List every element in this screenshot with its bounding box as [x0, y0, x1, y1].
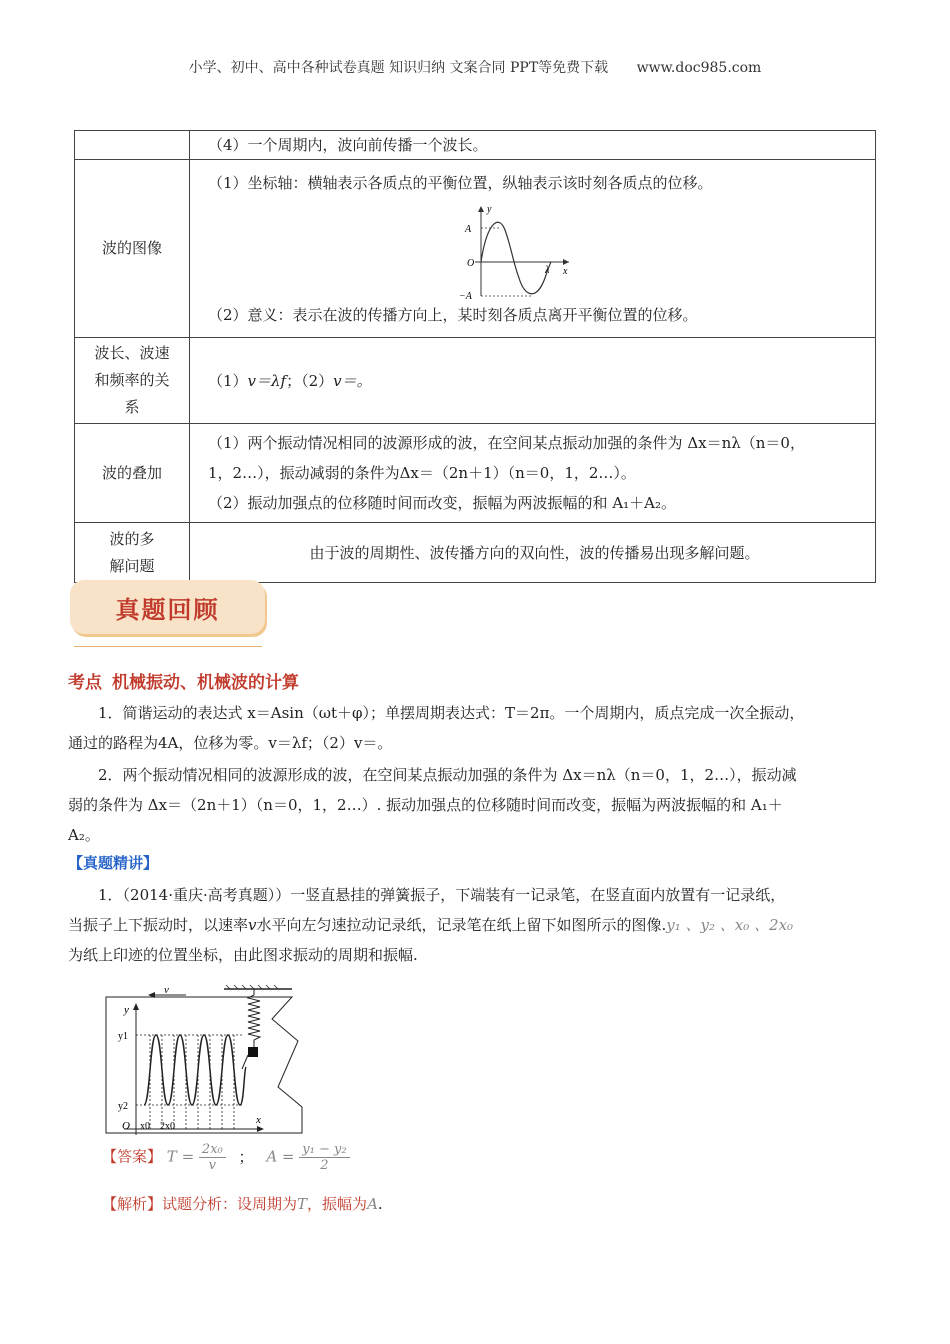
point-2-line-1: 2．两个振动情况相同的波源形成的波，在空间某点振动加强的条件为 Δx＝nλ（n＝0，1，2…），振动减: [98, 766, 797, 784]
answer-a-lhs: A =: [266, 1147, 295, 1166]
knowledge-table: [74, 130, 876, 583]
page-header: [0, 57, 950, 77]
section-heading: [68, 668, 299, 693]
wave-curve: [481, 222, 551, 293]
graph-a-pos: A: [464, 223, 471, 235]
table-row: [75, 160, 876, 338]
fig-x-label: x: [256, 1114, 261, 1126]
answer-tag: 【答案】: [102, 1147, 163, 1166]
section-title: 机械振动、机械波的计算: [112, 673, 299, 693]
answer-a-fraction: $\frac{\text{y₁ − y₂}}{2}$: [299, 1142, 349, 1173]
trace-curve: [144, 1035, 246, 1105]
analysis-a: A: [367, 1195, 378, 1213]
point-1-line-1: 1．简谐运动的表达式 x＝Asin（ωt＋φ）；单摆周期表达式：T＝2π。一个周期内，质点完成一次全振动，: [98, 704, 805, 722]
header-url[interactable]: www.doc985.com: [636, 60, 762, 76]
question-line-2: 当振子上下振动时，以速率v水平向左匀速拉动记录纸，记录笔在纸上留下如图所示的图像.y₁ 、y₂ 、x₀ 、2x₀: [68, 916, 794, 934]
row-label: 波的图像: [75, 160, 190, 338]
point-2-line-2: 弱的条件为 Δx＝（2n＋1）（n＝0，1，2…）. 振动加强点的位移随时间而改变，振幅为两波振幅的和 A₁＋: [68, 796, 783, 814]
relation-text-1: （1）: [208, 371, 248, 390]
row-label: 波的叠加: [75, 424, 190, 523]
answer-t-lhs: T =: [166, 1147, 195, 1166]
relation-label-2: 和频率的关: [94, 371, 170, 389]
question: [68, 880, 884, 970]
graph-lambda: λ: [544, 264, 549, 276]
coordinate-symbols: y₁ 、y₂ 、x₀ 、2x₀: [666, 916, 794, 934]
multi-text: 由于波的周期性、波传播方向的双向性，波的传播易出现多解问题。: [190, 523, 876, 583]
fig-2x0-label: 2x0: [160, 1121, 175, 1132]
recorder-figure: [102, 983, 312, 1138]
subheading-zhenti: 【真题精讲】: [68, 854, 159, 872]
fig-x0-label: x0: [140, 1121, 150, 1132]
question-line-1: 1．（2014·重庆·高考真题））一竖直悬挂的弹簧振子，下端装有一记录笔，在竖直面内放置有一记录纸，: [98, 886, 786, 904]
answer-line: [102, 1142, 350, 1173]
table-row: [75, 338, 876, 424]
analysis-t: T: [297, 1195, 308, 1213]
multi-label-1: 波的多: [109, 529, 155, 548]
fig-y-label: y: [124, 1004, 129, 1016]
table-row: [75, 523, 876, 583]
answer-t-fraction: $\frac{\text{2x₀}}{v}$: [199, 1142, 226, 1173]
superpose-line-3: （2）振动加强点的位移随时间而改变，振幅为两波振幅的和 A₁＋A₂。: [208, 494, 677, 512]
relation-text-3: ；（2）: [286, 371, 334, 390]
kaodian-label: 考点: [68, 673, 102, 693]
image-line-1: （1）坐标轴：横轴表示各质点的平衡位置，纵轴表示该时刻各质点的位移。: [208, 173, 713, 192]
section-banner: [70, 580, 265, 634]
point-1-line-2: 通过的路程为4A，位移为零。v＝λf；（2）v＝。: [68, 734, 393, 752]
graph-a-neg: −A: [458, 290, 472, 300]
table-row: [75, 131, 876, 160]
relation-label-1: 波长、波速: [94, 344, 170, 362]
fig-v-label: v: [164, 984, 169, 996]
multi-label-2: 解问题: [109, 556, 155, 575]
answer-separator: ；: [238, 1147, 254, 1166]
fig-origin-label: O: [122, 1120, 130, 1132]
point-1: [68, 698, 884, 758]
graph-origin: O: [466, 257, 474, 269]
superpose-line-2: 1，2…），振动减弱的条件为Δx＝（2n＋1）（n＝0，1，2…）。: [208, 464, 636, 482]
relation-text-4: v＝。: [333, 371, 372, 390]
superpose-line-1: （1）两个振动情况相同的波源形成的波，在空间某点振动加强的条件为 Δx＝nλ（n＝0，: [208, 434, 805, 452]
table-row: [75, 424, 876, 523]
banner-underline: [74, 646, 262, 647]
graph-y-label: y: [486, 203, 491, 215]
image-line-2: （2）意义：表示在波的传播方向上，某时刻各质点离开平衡位置的位移。: [208, 305, 698, 324]
fig-y1-label: y1: [118, 1031, 128, 1042]
relation-label-3: 系: [124, 398, 140, 416]
wave-graph: [457, 200, 577, 300]
question-line-3: 为纸上印迹的位置坐标，由此图求振动的周期和振幅.: [68, 946, 418, 964]
banner-title: 真题回顾: [115, 596, 220, 624]
analysis-tag: 【解析】: [102, 1195, 163, 1213]
relation-text-2: v＝λf: [247, 371, 287, 390]
header-text: 小学、初中、高中各种试卷真题 知识归纳 文案合同 PPT等免费下载: [188, 60, 609, 76]
row-top-text: （4）一个周期内，波向前传播一个波长。: [190, 131, 876, 160]
analysis-line: 【解析】试题分析：设周期为T，振幅为A.: [102, 1195, 383, 1213]
point-2: [68, 760, 884, 850]
graph-x-label: x: [562, 265, 567, 277]
fig-y2-label: y2: [118, 1101, 128, 1112]
v-symbol: v: [248, 916, 257, 934]
point-2-line-3: A₂。: [68, 826, 100, 844]
